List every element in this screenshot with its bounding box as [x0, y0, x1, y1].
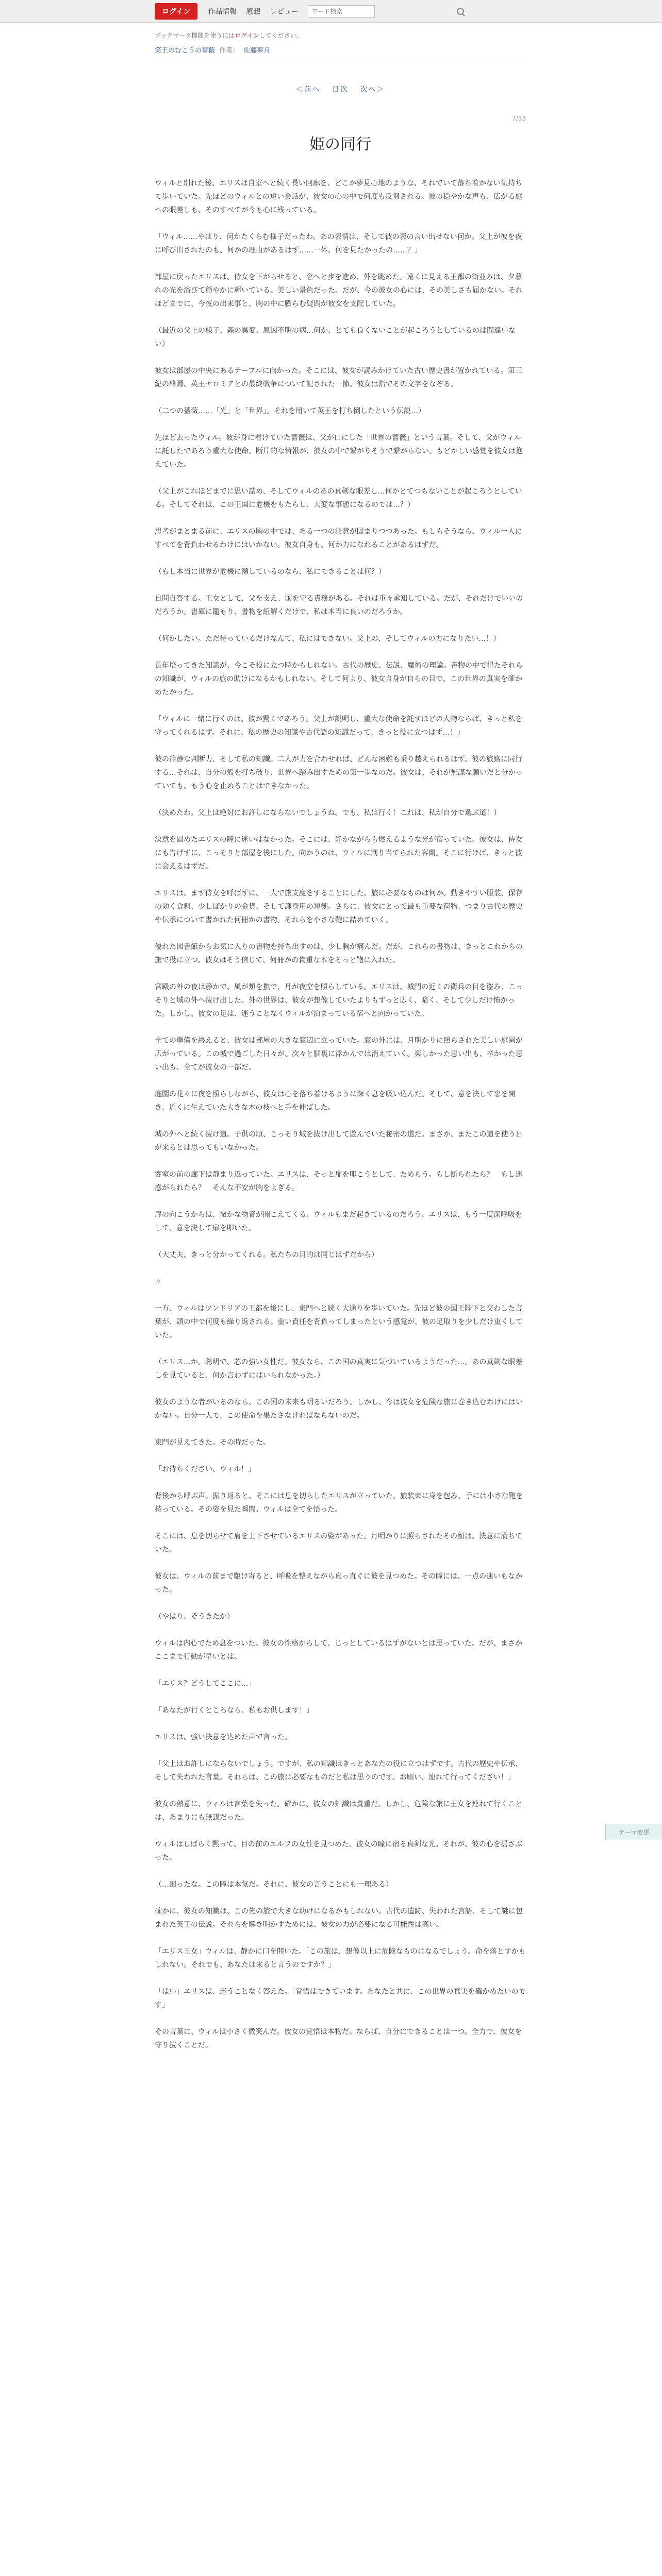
body-paragraph: 「ウィルに一緒に行くのは、彼が驚くであろう。父上が説明し、重大な使命を託すほどの人物ならば、きっと私を守ってくれるはず。それに、私の歴史の知識や古代語の知識だって、きっと役に立つはず…！」 — [155, 715, 523, 737]
body-paragraph: 優れた図書館からお気に入りの書物を持ち出すのは、少し胸が痛んだ。だが、これらの書物は、きっとこれからの旅で役に立つ。彼女はそう信じて、何冊かの貴重な本をそっと鞄に入れた。 — [155, 943, 523, 964]
body-paragraph: （もし本当に世界が危機に瀕しているのなら、私にできることは何？） — [155, 568, 386, 576]
body-paragraph: 彼女は部屋の中央にあるテーブルに向かった。そこには、彼女が読みかけていた古い歴史書が置かれている。第三紀の終焉、英王ヤロミアとの最終戦争について記された一節。彼女は指でその文字をなぞる。 — [155, 367, 522, 388]
body-paragraph: 庭園の花々に夜を照らしながら、彼女は心を落ち着けるように深く息を吸い込んだ。そして、意を決して窓を開き、近くに生えていた大きな木の枝へと手を伸ばした。 — [155, 1090, 516, 1112]
chapter-title: 姫の同行 — [309, 135, 371, 154]
body-paragraph: 彼女のような者がいるのなら、この国の未来も明るいだろう。しかし、今は彼女を危険な旅に巻き込むわけにはいかない。自分一人で、この使命を果たさなければならないのだ。 — [155, 1398, 523, 1420]
author-link[interactable]: 佐藤夢月 — [243, 47, 271, 55]
body-paragraph: 長年培ってきた知識が、今こそ役に立つ時かもしれない。古代の歴史、伝説、魔術の理論。書物の中で得たそれらの知識が、ウィルの旅の助けになるかもしれない。そして何より、彼女自身が自らの目で、この世界の真実を確かめたかった。 — [155, 662, 523, 697]
body-paragraph: 先ほど去ったウィル。彼が身に着けていた薔薇は、父が口にした「世界の薔薇」という言葉。そして、父がウィルに託したであろう重大な使命。断片的な情報が、彼女の中で繋がりそうで繋がらない。もどかしい感覚を彼女は抱えていた。 — [155, 434, 523, 469]
body-paragraph: 決意を固めたエリスの瞳に迷いはなかった。そこには、静かながらも燃えるような光が宿っていた。彼女は、侍女にも告げずに、こっそりと部屋を後にした。向かうのは、ウィルに割り当てられた客間。そこに行けば、きっと彼に会えるはずだ。 — [155, 836, 523, 871]
toc-link[interactable]: 目次 — [332, 86, 349, 94]
body-paragraph: ウィルと別れた後、エリスは自室へと続く長い回廊を、どこか夢見心地のような、それでいて落ち着かない気持ちで歩いていた。先ほどのウィルとの短い会話が、彼女の心の中で何度も反芻される。彼の穏やかな声も、広がる庭への眼差しも、そのすべてが今も心に残っている。 — [155, 179, 523, 214]
body-paragraph: そこには、息を切らせて肩を上下させているエリスの姿があった。月明かりに照らされたその顔は、決意に満ちていた。 — [155, 1532, 523, 1554]
body-paragraph: 「父上はお許しにならないでしょう。ですが、私の知識はきっとあなたの役に立つはずです。古代の歴史や伝承、そして失われた言葉。それらは、この旅に必要なものだと私は思うのです。お願い、連れて行ってください！」 — [155, 1760, 523, 1782]
body-paragraph: 東門が見えてきた。その時だった。 — [155, 1438, 270, 1447]
nav-impressions[interactable]: 感想 — [246, 7, 261, 16]
body-paragraph: 一方、ウィルはツンドリアの王都を後にし、東門へと続く大通りを歩いていた。先ほど彼の国王陛下と交わした言葉が、頭の中で何度も繰り返される。重い責任を背負ってしまったという感覚が、彼の足取りを少しだけ重くしていた。 — [155, 1304, 523, 1340]
body-paragraph: 「はい」エリスは、迷うことなく答えた。「覚悟はできています。あなたと共に、この世界の真実を確かめたいのです」 — [155, 1988, 526, 2009]
bookmark-notice — [155, 31, 526, 40]
body-paragraph: 自問自答する。王女として、父を支え、国を守る責務がある。それは重々承知している。だが、それだけでいいのだろうか。書庫に籠もり、書物を紐解くだけで、私は本当に良いのだろうか。 — [155, 595, 523, 616]
prev-link[interactable]: ＜前へ — [295, 86, 321, 94]
nav-work-info[interactable]: 作品情報 — [208, 7, 237, 16]
next-link[interactable]: 次へ＞ — [360, 86, 385, 94]
body-paragraph: エリスは、強い決意を込めた声で言った。 — [155, 1733, 292, 1741]
body-paragraph: 宮殿の外の夜は静かで、風が頬を撫で、月が夜空を照らしている。エリスは、城門の近くの衛兵の目を盗み、こっそりと城の外へ抜け出した。外の世界は、彼女が想像していたよりもずっと広く、暗く、そして少しだけ怖かった。しかし、彼女の足は、迷うことなくウィルが泊まっている宿へと向かっていた。 — [155, 983, 523, 1018]
chapter-body — [155, 177, 526, 2052]
theme-change-tab[interactable]: テーマ変更 — [605, 1824, 662, 1840]
body-paragraph: 扉の向こうからは、微かな物音が聞こえてくる。ウィルもまだ起きているのだろう。エリスは、もう一度深呼吸をして、意を決して扉を叩いた。 — [155, 1211, 522, 1232]
top-navigation-bar — [0, 0, 662, 23]
body-paragraph: （エリス…か。聡明で、芯の強い女性だ。彼女なら、この国の真実に気づいているようだった…。あの真剣な眼差しを見ていると、何か言わずにはいられなかった。） — [155, 1358, 523, 1380]
notice-suffix: してください。 — [259, 32, 303, 39]
body-paragraph: 彼女は、ウィルの前まで駆け寄ると、呼吸を整えながら真っ直ぐに彼を見つめた。その瞳には、一点の迷いもなかった。 — [155, 1572, 523, 1594]
body-paragraph: 彼の冷静な判断力、そして私の知識。二人が力を合わせれば、どんな困難も乗り越えられるはず。彼の旅路に同行する…それは、自分の殻を打ち破り、世界へ踏み出すための第一歩なのだ。彼女は、それが無謀な願いだと分かっていても、もう心を止めることはできなかった。 — [155, 755, 523, 790]
body-paragraph: 部屋に戻ったエリスは、侍女を下がらせると、窓へと歩を進め、外を眺めた。遠くに見える王都の街並みは、夕暮れの光を浴びて穏やかに輝いている。美しい景色だった。だが、今の彼女の心には、その美しさも届かない。それほどまでに、今夜の出来事と、胸の中に膨らむ疑問が彼女を支配していた。 — [155, 273, 523, 308]
body-paragraph: 彼女の熱意に、ウィルは言葉を失った。確かに、彼女の知識は貴重だ。しかし、危険な旅に王女を連れて行くことは、あまりにも無謀だった。 — [155, 1800, 523, 1822]
body-paragraph: その言葉に、ウィルは小さく微笑んだ。彼女の覚悟は本物だ。ならば、自分にできることは一つ。全力で、彼女を守り抜くことだ。 — [155, 2028, 522, 2049]
pager — [155, 84, 526, 94]
body-paragraph: 「お待ちください、ウィル！」 — [155, 1465, 256, 1473]
body-paragraph: 全ての準備を終えると、彼女は部屋の大きな窓辺に立っていた。窓の外には、月明かりに照らされた美しい庭園が広がっている。この城で過ごした日々が、次々と脳裏に浮かんでは消えていく。楽しかった思い出も、辛かった思い出も、全てが彼女の一部だ。 — [155, 1037, 523, 1072]
body-paragraph: （やはり、そうきたか） — [155, 1613, 234, 1621]
login-button[interactable]: ログイン — [155, 3, 197, 20]
body-paragraph: （何かしたい。ただ待っているだけなんて、私にはできない。父上の、そしてウィルの力になりたい…！） — [155, 635, 501, 643]
breadcrumb — [155, 45, 526, 59]
body-paragraph: 「あなたが行くところなら、私もお供します！」 — [155, 1706, 313, 1715]
body-paragraph: 「エリス王女」ウィルは、静かに口を開いた。「この旅は、想像以上に危険なものになるでしょう。命を落とすかもしれない。それでも、あなたは来ると言うのですか？」 — [155, 1947, 526, 1969]
search-icon[interactable] — [457, 8, 464, 15]
body-paragraph: （大丈夫、きっと分かってくれる。私たちの目的は同じはずだから） — [155, 1251, 378, 1259]
body-paragraph: （父上がこれほどまでに思い詰め、そしてウィルのあの真剣な眼差し…何かとてつもないことが起ころうとしている。そしてそれは、この王国に危機をもたらし、大変な事態になるのでは…？） — [155, 487, 522, 509]
body-paragraph: エリスは、まず侍女を呼ばずに、一人で旅支度をすることにした。旅に必要なものは何か。動きやすい服装、保存の効く食料、少しばかりの金貨、そして護身用の短剣。さらに、彼女にとって最も重要な荷物、つまり古代の歴史や伝承について書かれた何冊かの書物。それらを小さな鞄に詰めていく。 — [155, 889, 523, 924]
body-paragraph: （二つの薔薇……「光」と「世界」。それを用いて英王を打ち倒したという伝説…） — [155, 407, 425, 415]
body-paragraph: 城の外へと続く抜け道。子供の頃、こっそり城を抜け出して遊んでいた秘密の道だ。まさか、またこの道を使う日が来るとは思ってもいなかった。 — [155, 1130, 523, 1152]
search-input[interactable] — [308, 5, 375, 18]
body-paragraph: ＊ — [155, 1278, 162, 1286]
body-paragraph: 背後から呼ぶ声。振り返ると、そこには息を切らしたエリスが立っていた。旅装束に身を包み、手には小さな鞄を持っている。その姿を見た瞬間、ウィルは全てを悟った。 — [155, 1492, 523, 1514]
body-paragraph: 「ウィル……やはり、何かたくらむ様子だったわ。あの表情は、そして彼の表の言い出せない何か。父上が彼を夜に呼び出されたのも、何かの理由があるはず……一体、何を見たかったの……？」 — [155, 233, 522, 255]
notice-login-link[interactable]: ログイン — [235, 32, 259, 39]
body-paragraph: （決めたわ。父上は絶対にお許しにならないでしょうね。でも、私は行く！これは、私が自分で選ぶ道！） — [155, 809, 501, 817]
body-paragraph: 思考がまとまる前に、エリスの胸の中では、ある一つの決意が固まりつつあった。もしもそうなら、ウィル一人にすべてを背負わせるわけにはいかない。彼女自身も、何か力になれることがあるはずだ。 — [155, 528, 522, 549]
body-paragraph: 「エリス？どうしてここに…」 — [155, 1680, 256, 1688]
body-paragraph: （最近の父上の様子、森の異変、原因不明の病…何か、とても良くないことが起ころうとしているのは間違いない） — [155, 327, 516, 348]
nav-review[interactable]: レビュー — [270, 7, 299, 16]
notice-prefix: ブックマーク機能を使うには — [155, 32, 235, 39]
body-paragraph: 客室の前の廊下は静まり返っていた。エリスは、そっと扉を叩こうとして、ためらう。もし断られたら？ もし迷惑がられたら？ そんな不安が胸をよぎる。 — [155, 1171, 523, 1192]
body-paragraph: ウィルはしばらく黙って、目の前のエルフの女性を見つめた。彼女の瞳に宿る真剣な光。それが、彼の心を揺さぶった。 — [155, 1840, 522, 1862]
body-paragraph: ウィルは内心でため息をついた。彼女の性格からして、じっとしているはずがないとは思っていた。だが、まさかここまで行動が早いとは。 — [155, 1639, 522, 1661]
chapter-number: 7/33 — [512, 115, 526, 122]
author-label: 作者： — [219, 47, 240, 55]
series-title-link[interactable]: 笑王のむこうの薔薇 — [155, 47, 216, 55]
main-content — [155, 31, 526, 2065]
body-paragraph: （…困ったな。この瞳は本気だ。それに、彼女の言うことにも一理ある） — [155, 1880, 393, 1889]
body-paragraph: 確かに、彼女の知識は、この先の旅で大きな助けになるかもしれない。古代の遺跡、失われた言語、そして謎に包まれた英王の伝説。それらを解き明かすためには、彼女の力が必要になる可能性は高い。 — [155, 1907, 523, 1929]
